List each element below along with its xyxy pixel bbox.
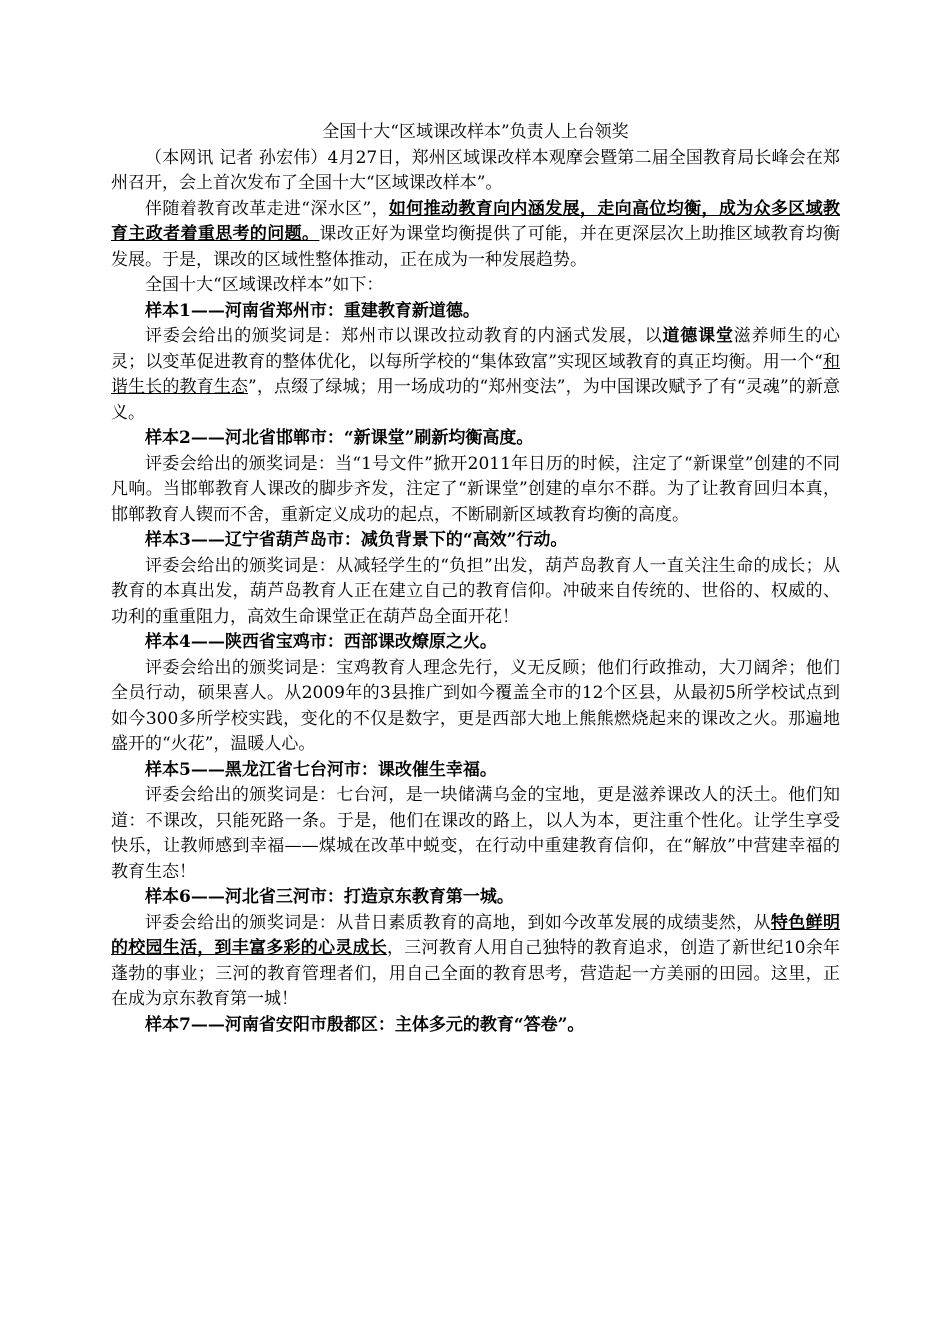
sample-6-underlined-term: 特色鲜明的校园生活，到丰富多彩的心灵成长 (111, 912, 841, 958)
sample-6-award-text-2: ，三河教育人用自己独特的教育追求，创造了新世纪10余年蓬勃的事业；三河的教育管理者们，用自己全面的教育思考，营造起一方美丽的田园。这里，正在成为京东教育第一城！ (111, 938, 840, 1009)
sample-4-award: 评委会给出的颁奖词是：宝鸡教育人理念先行，义无反顾；他们行政推动，大刀阔斧；他们全员行动，硕果喜人。从2009年的3县推广到如今覆盖全市的12个区县，从最初5所学校试点到如今300多所学校实践，变化的不仅是数字，更是西部大地上熊熊燃烧起来的课改之火。那遍地盛开的“火花”，温暖人心。 (111, 657, 840, 754)
sample-2-award: 评委会给出的颁奖词是：当“1号文件”掀开2011年日历的时候，注定了“新课堂”创建的不同凡响。当邯郸教育人课改的脚步齐发，注定了“新课堂”创建的卓尔不群。为了让教育回归本真，邯郸教育人锲而不舍，重新定义成功的起点，不断刷新区域教育均衡的高度。 (111, 453, 840, 525)
sample-1-heading: 样本1——河南省郑州市：重建教育新道德。 (145, 300, 480, 321)
sample-4-heading: 样本4——陕西省宝鸡市：西部课改燎原之火。 (145, 632, 497, 652)
context-paragraph (111, 197, 840, 274)
sample-1-award (111, 324, 840, 426)
sample-5-heading: 样本5——黑龙江省七台河市：课改催生幸福。 (145, 759, 497, 780)
list-intro-paragraph: 全国十大“区域课改样本”如下： (145, 275, 384, 295)
sample-6-award (111, 911, 840, 1013)
sample-1-award-text-3: ”，点缀了绿城；用一场成功的“郑州变法”，为中国课改赋予了有“灵魂”的新意义。 (111, 377, 841, 423)
sample-1-underlined-term: 和谐生长的教育生态 (111, 351, 840, 397)
sample-6-heading: 样本6——河北省三河市：打造京东教育第一城。 (145, 887, 514, 907)
sample-1-bold-term: 道德课堂 (662, 326, 734, 346)
sample-3-heading: 样本3——辽宁省葫芦岛市：减负背景下的“高效”行动。 (145, 530, 568, 550)
sample-1-award-text: 评委会给出的颁奖词是：郑州市以课改拉动教育的内涵式发展，以 (145, 326, 663, 346)
article-title: 全国十大“区域课改样本”负责人上台领奖 (322, 122, 629, 142)
sample-6-award-text: 评委会给出的颁奖词是：从昔日素质教育的高地，到如今改革发展的成绩斐然，从 (145, 912, 771, 933)
context-text: 伴随着教育改革走进“深水区”， (145, 198, 389, 219)
sample-2-heading: 样本2——河北省邯郸市：“新课堂”刷新均衡高度。 (145, 428, 534, 448)
sample-3-award: 评委会给出的颁奖词是：从减轻学生的“负担”出发，葫芦岛教育人一直关注生命的成长；从教育的本真出发，葫芦岛教育人正在建立自己的教育信仰。冲破来自传统的、世俗的、权威的、功利的重重阻力，高效生命课堂正在葫芦岛全面开花！ (111, 555, 840, 627)
intro-paragraph: （本网讯 记者 孙宏伟）4月27日，郑州区域课改样本观摩会暨第二届全国教育局长峰会在郑州召开，会上首次发布了全国十大“区域课改样本”。 (111, 147, 840, 193)
underlined-emphasis: 如何推动教育向内涵发展，走向高位均衡，成为众多区域教育主政者着重思考的问题。 (111, 198, 841, 244)
sample-7-heading: 样本7——河南省安阳市殷都区：主体多元的教育“答卷”。 (145, 1014, 585, 1035)
sample-1-award-text-2: 滋养师生的心灵；以变革促进教育的整体优化，以每所学校的“集体致富”实现区域教育的真正均衡。用一个“ (111, 326, 841, 372)
sample-5-award: 评委会给出的颁奖词是：七台河，是一块储满乌金的宝地，更是滋养课改人的沃土。他们知道：不课改，只能死路一条。于是，他们在课改的路上，以人为本，更注重个性化。让学生享受快乐，让教师感到幸福——煤城在改革中蜕变，在行动中重建教育信仰，在“解放”中营建幸福的教育生态！ (111, 785, 840, 882)
context-text-rest: 课改正好为课堂均衡提供了可能，并在更深层次上助推区域教育均衡发展。于是，课改的区域性整体推动，正在成为一种发展趋势。 (111, 224, 840, 270)
